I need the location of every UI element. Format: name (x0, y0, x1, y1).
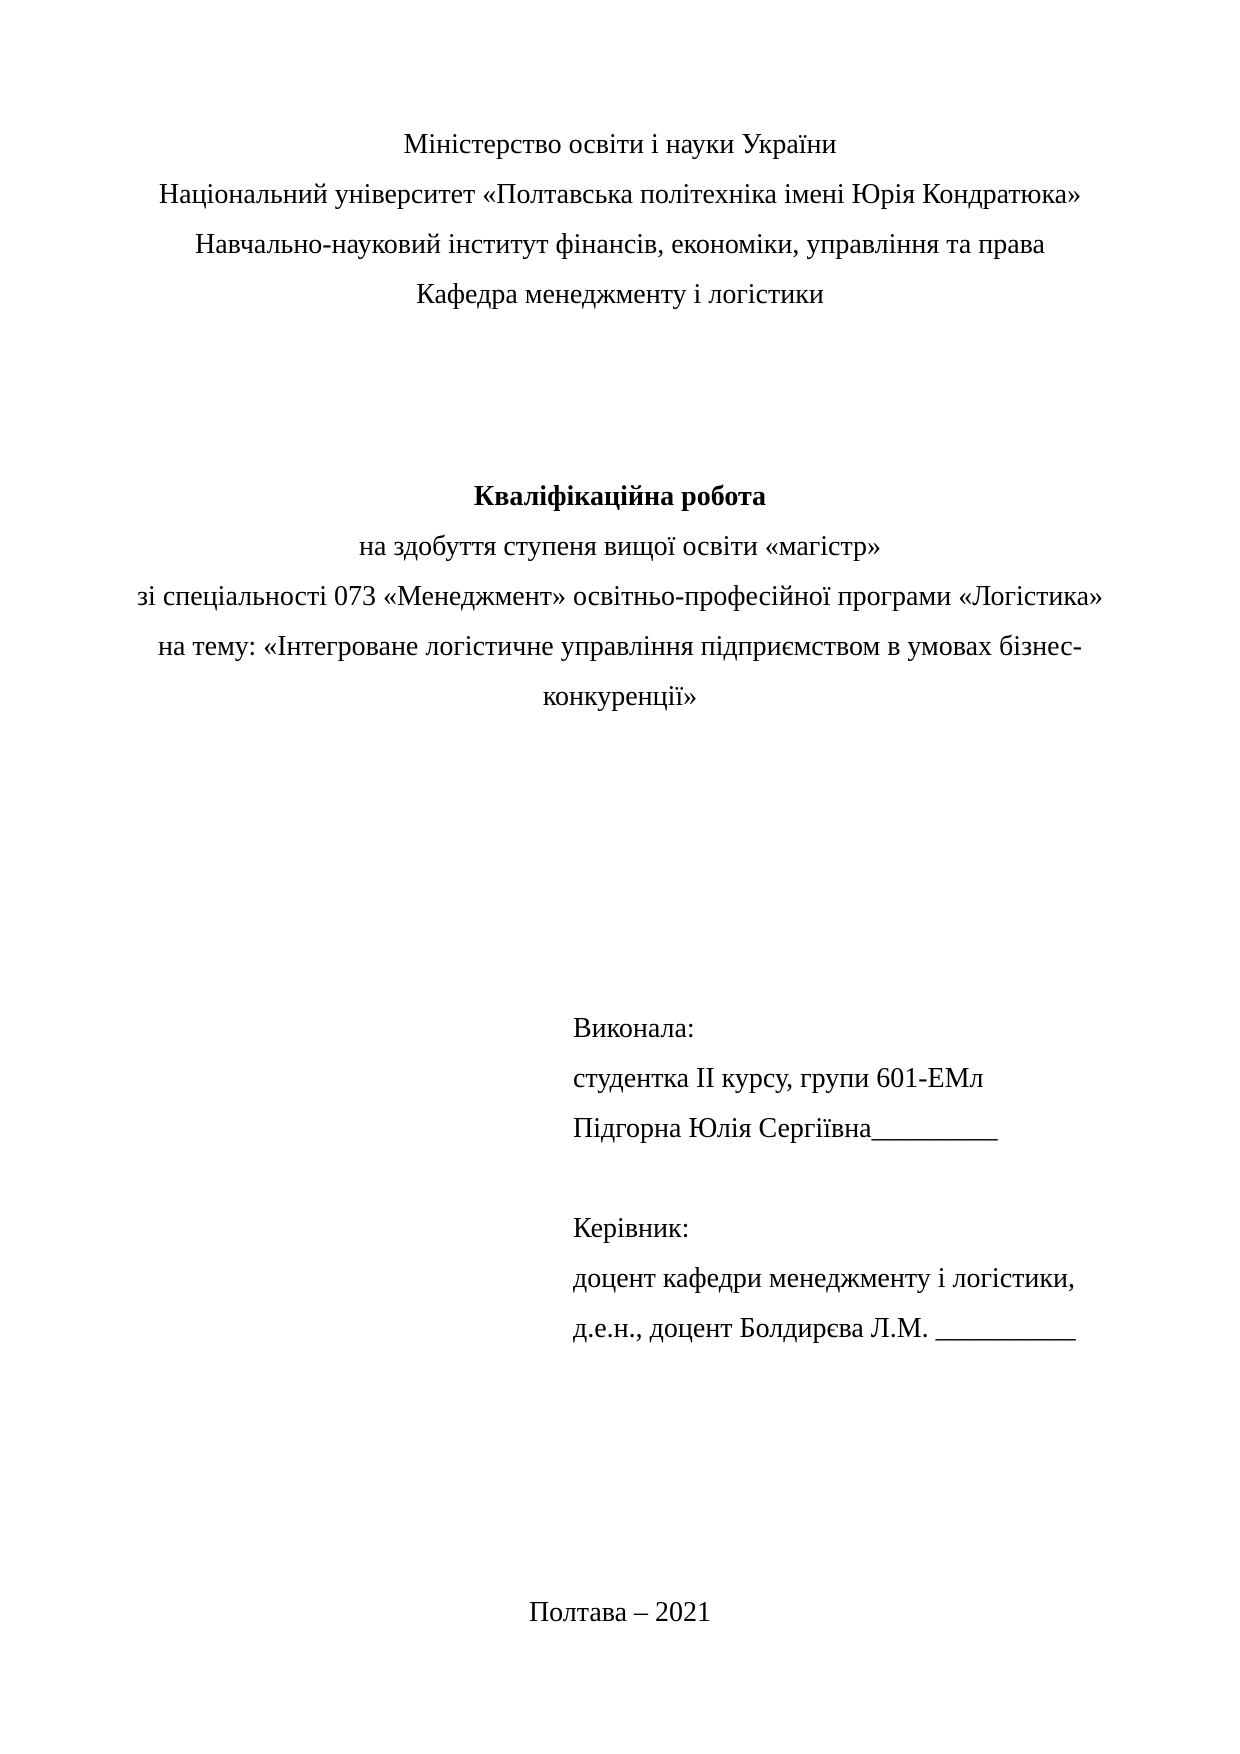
ministry-line: Міністерство освіти і науки України (403, 129, 837, 160)
author-label: Виконала: (573, 1013, 695, 1044)
department-line: Кафедра менеджменту і логістики (416, 279, 824, 310)
author-position: студентка ІІ курсу, групи 601-ЕМл (573, 1063, 984, 1094)
specialty-line: зі спеціальності 073 «Менеджмент» освітньо-професійної програми «Логістика» (137, 581, 1103, 612)
supervisor-label: Керівник: (573, 1213, 690, 1244)
author-name: Підгорна Юлія Сергіївна_________ (573, 1113, 998, 1144)
degree-line: на здобуття ступеня вищої освіти «магістр» (358, 531, 882, 562)
university-line: Національний університет «Полтавська політехніка імені Юрія Кондратюка» (158, 179, 1082, 210)
institute-line: Навчально-науковий інститут фінансів, економіки, управління та права (195, 229, 1045, 260)
supervisor-position: доцент кафедри менеджменту і логістики, (573, 1263, 1075, 1294)
work-title: Кваліфікаційна робота (473, 481, 767, 512)
supervisor-name: д.е.н., доцент Болдирєва Л.М. __________ (573, 1313, 1076, 1344)
city-year: Полтава – 2021 (528, 1597, 712, 1628)
topic-line-1: на тему: «Інтегроване логістичне управління підприємством в умовах бізнес- (158, 631, 1082, 662)
topic-line-2: конкуренції» (542, 681, 698, 712)
